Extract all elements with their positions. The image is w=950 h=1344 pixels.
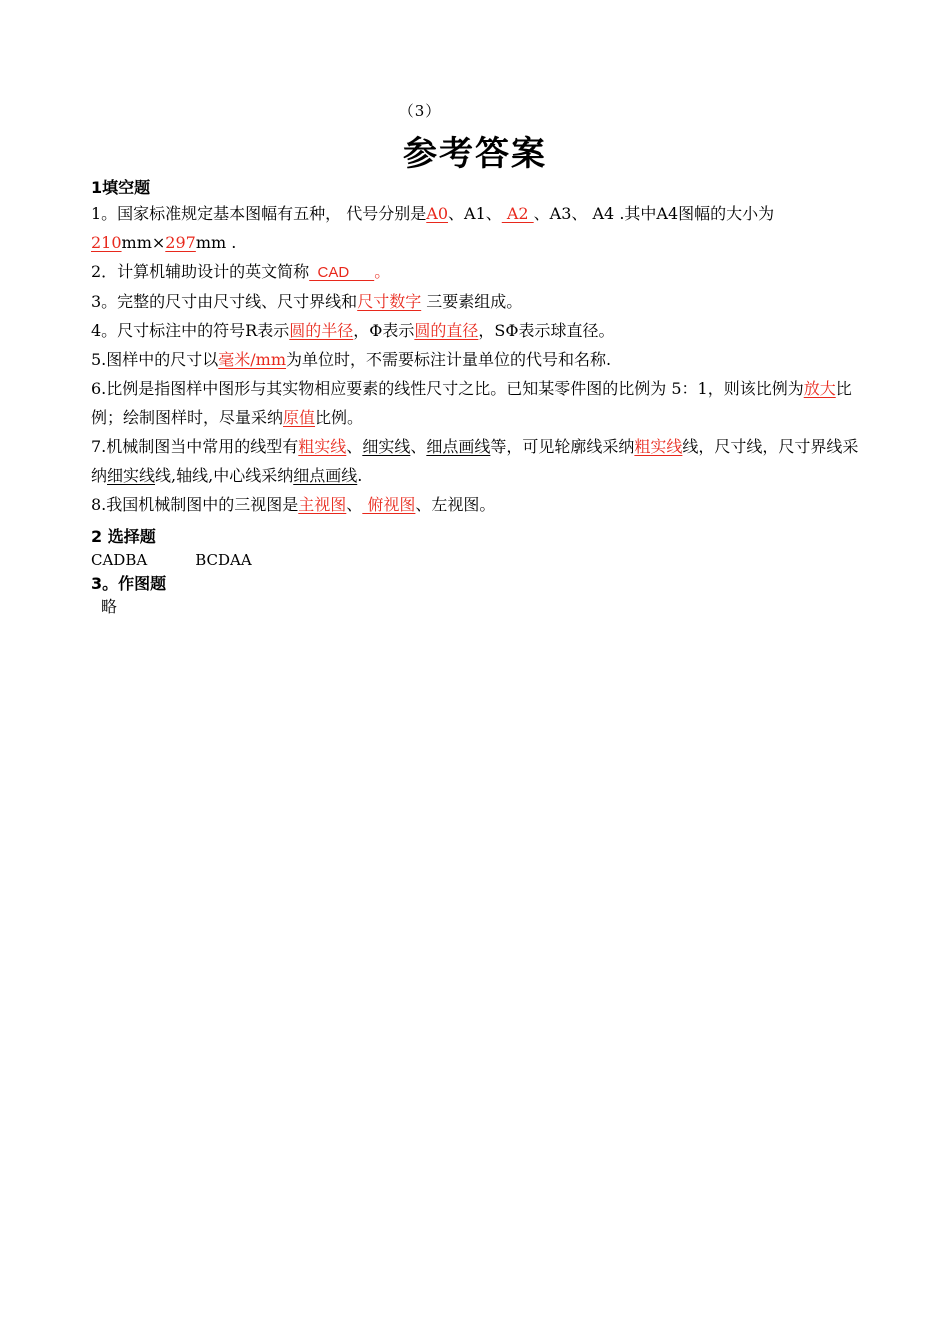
text: 线,轴线,中心线采纳 (155, 466, 294, 485)
question-2 (91, 257, 863, 287)
text: 6.比例是指图样中图形与其实物相应要素的线性尺寸之比。已知某零件图的比例为 5：1，则该比例为 (91, 379, 804, 398)
page-number: （3） (398, 102, 442, 120)
answer: 粗实线 (634, 437, 683, 456)
text: 8.我国机械制图中的三视图是 (91, 495, 299, 514)
question-8 (91, 490, 863, 519)
text: . (357, 466, 363, 485)
question-4 (91, 316, 863, 345)
text: 3。完整的尺寸由尺寸线、尺寸界线和 (91, 292, 358, 311)
text: 、 (346, 437, 363, 456)
text: 、 (410, 437, 427, 456)
text: 、A1、 (448, 204, 502, 223)
drawing-answer: 略 (101, 597, 118, 616)
text: 7.机械制图当中常用的线型有 (91, 437, 299, 456)
answer: 粗实线 (298, 437, 347, 456)
choice-answers-2: BCDAA (195, 551, 252, 569)
answer: 圆的半径 (289, 321, 354, 340)
answer: A2 (501, 204, 534, 223)
answer: 圆的直径 (414, 321, 479, 340)
text: 、左视图。 (415, 495, 496, 514)
answer: 细点画线 (293, 466, 358, 485)
answer: 毫米/mm (218, 350, 287, 369)
answer: 俯视图 (362, 495, 416, 514)
text: 4。尺寸标注中的符号R表示 (91, 321, 290, 340)
text: 5.图样中的尺寸以 (91, 350, 219, 369)
text: 等，可见轮廓线采纳 (490, 437, 635, 456)
answer: 细实线 (107, 466, 156, 485)
answer: 原值 (283, 408, 316, 427)
choice-answers (91, 548, 863, 572)
section-heading-choice: 2 选择题 (91, 527, 156, 546)
text: 2．计算机辅助设计的英文简称 (91, 262, 310, 281)
text: 。 (374, 262, 391, 281)
answer: A0 (426, 204, 449, 223)
text: 、 (346, 495, 363, 514)
text: 线，尺寸线，尺寸界线采纳 (91, 437, 859, 485)
question-1 (91, 199, 863, 257)
section-heading-drawing: 3。作图题 (91, 574, 167, 593)
answer: 主视图 (298, 495, 347, 514)
choice-answers-1: CADBA (91, 551, 148, 569)
answer: 210 (91, 233, 122, 252)
section-heading-fill-blank: 1填空题 (91, 178, 151, 197)
text: ，SΦ表示球直径。 (478, 321, 615, 340)
text: mm× (121, 233, 166, 252)
text: mm . (195, 233, 237, 252)
question-3 (91, 287, 863, 316)
answer: 297 (165, 233, 196, 252)
text: 三要素组成。 (421, 292, 523, 311)
question-5 (91, 345, 863, 374)
answer: 细实线 (362, 437, 411, 456)
text: 、A3、 A4 .其中A4图幅的大小为 (533, 204, 775, 223)
answer: 尺寸数字 (357, 292, 422, 311)
text: ，Φ表示 (353, 321, 415, 340)
answer: 放大 (803, 379, 836, 398)
document-body (91, 176, 863, 619)
answer: 细点画线 (426, 437, 491, 456)
question-6 (91, 374, 863, 432)
answer: CAD (309, 264, 375, 281)
text: 为单位时，不需要标注计量单位的代号和名称. (286, 350, 612, 369)
text: 比例。 (315, 408, 364, 427)
text: 比例；绘制图样时，尽量采纳 (91, 379, 852, 427)
text: 1。国家标准规定基本图幅有五种， 代号分别是 (91, 204, 427, 223)
page-title: 参考答案 (403, 134, 547, 174)
question-7 (91, 432, 863, 490)
